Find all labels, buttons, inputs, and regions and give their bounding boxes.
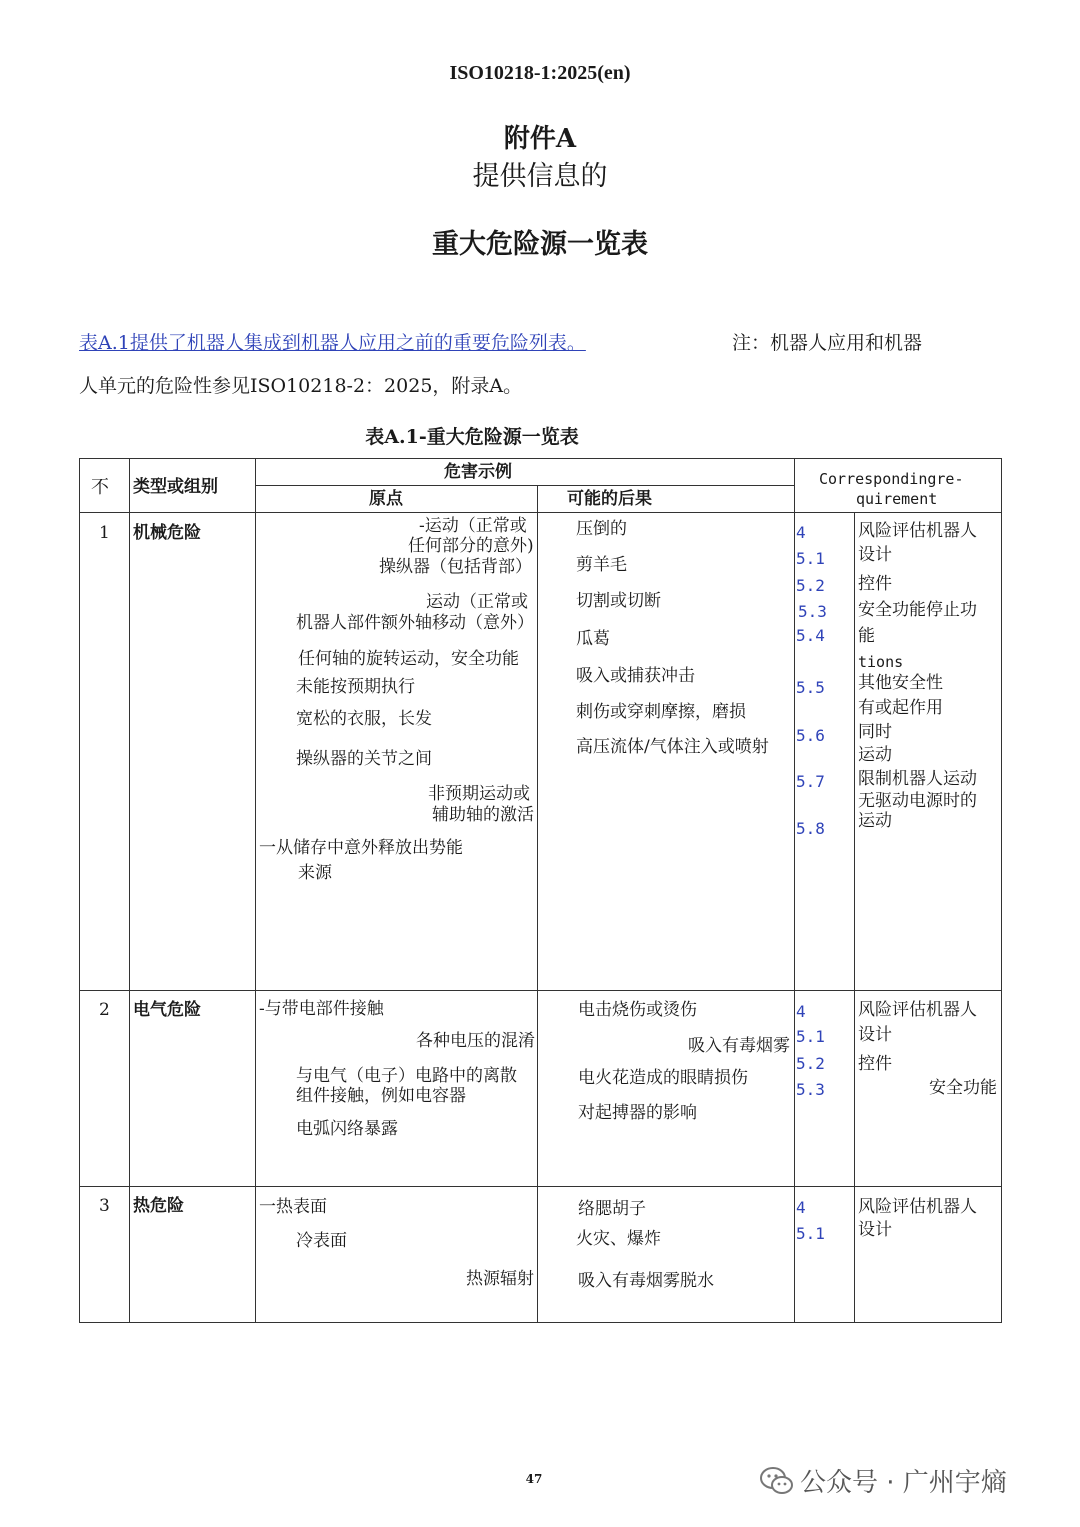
clause-link[interactable]: 5.1 <box>796 1027 825 1046</box>
clause-link[interactable]: 4 <box>796 1002 806 1021</box>
row-requirements: 风险评估机器人 设计 控件 安全功能 <box>855 991 1002 1187</box>
table-row <box>80 1187 1002 1323</box>
document-header: ISO10218-1:2025(en) <box>449 62 631 84</box>
clause-link[interactable]: 5.6 <box>796 726 825 745</box>
row-requirements: 风险评估机器人 设计 控件 安全功能停止功 能 tions 其他安全性 有或起作用 同时 运动 限制机器人运动 无驱动电源时的 运动 <box>855 513 1002 991</box>
row-consequences: 电击烧伤或烫伤 吸入有毒烟雾 电火花造成的眼睛损伤 对起搏器的影响 <box>538 991 795 1187</box>
row-origins: 一热表面 冷表面 热源辐射 <box>256 1187 538 1323</box>
row-clauses <box>795 513 855 991</box>
clause-link[interactable]: 4 <box>796 523 806 542</box>
table-caption: 表A.1-重大危险源一览表 <box>365 426 579 448</box>
clause-link[interactable]: 5.2 <box>796 1054 825 1073</box>
clause-link[interactable]: 5.3 <box>798 602 827 621</box>
header-origin: 原点 <box>256 486 538 513</box>
header-consequence: 可能的后果 <box>538 486 795 513</box>
clause-link[interactable]: 5.8 <box>796 819 825 838</box>
row-clauses <box>795 1187 855 1323</box>
row-no: 1 <box>80 513 130 991</box>
annex-subtitle: 提供信息的 <box>472 161 608 192</box>
row-no: 3 <box>80 1187 130 1323</box>
row-type: 电气危险 <box>130 991 256 1187</box>
watermark-text: 公众号 · 广州宇熵 <box>800 1468 1007 1498</box>
row-type: 热危险 <box>130 1187 256 1323</box>
intro-link[interactable]: 表A.1提供了机器人集成到机器人应用之前的重要危险列表。 <box>79 332 586 354</box>
hazard-table <box>79 458 1002 1323</box>
header-type: 类型或组别 <box>130 459 256 513</box>
clause-link[interactable]: 5.3 <box>796 1080 825 1099</box>
clause-link[interactable]: 5.5 <box>796 678 825 697</box>
row-requirements: 风险评估机器人 设计 <box>855 1187 1002 1323</box>
table-row <box>80 991 1002 1187</box>
row-no: 2 <box>80 991 130 1187</box>
page-number: 47 <box>525 1472 543 1486</box>
header-requirement: Correspondingre- quirement <box>795 459 1002 513</box>
clause-link[interactable]: 5.1 <box>796 1224 825 1243</box>
clause-link[interactable]: 5.4 <box>796 626 825 645</box>
clause-link[interactable]: 5.1 <box>796 549 825 568</box>
row-type: 机械危险 <box>130 513 256 991</box>
intro-note: 注：机器人应用和机器 <box>732 332 923 354</box>
page-title: 重大危险源一览表 <box>432 229 648 260</box>
row-origins: -运动（正常或 任何部分的意外) 操纵器（包括背部） 运动（正常或 机器人部件额外轴移动（意外） 任何轴的旋转运动，安全功能 未能按预期执行 宽松的衣服，长发 操纵器的关节之间 非预期运动或 辅助轴的激活 一从储存中意外释放出势能 来源 <box>256 513 538 991</box>
row-consequences: 压倒的 剪羊毛 切割或切断 瓜葛 吸入或捕获冲击 刺伤或穿刺摩擦，磨损 高压流体/气体注入或喷射 <box>538 513 795 991</box>
row-origins: -与带电部件接触 各种电压的混淆 与电气（电子）电路中的离散 组件接触，例如电容器 电弧闪络暴露 <box>256 991 538 1187</box>
table-row <box>80 513 1002 991</box>
clause-link[interactable]: 4 <box>796 1198 806 1217</box>
header-examples: 危害示例 <box>256 459 795 486</box>
annex-title: 附件A <box>503 124 577 154</box>
clause-link[interactable]: 5.7 <box>796 772 825 791</box>
clause-link[interactable]: 5.2 <box>796 576 825 595</box>
intro-line2: 人单元的危险性参见ISO10218-2：2025，附录A。 <box>79 375 523 397</box>
row-clauses <box>795 991 855 1187</box>
watermark <box>760 1462 1007 1499</box>
wechat-icon <box>760 1466 794 1496</box>
row-consequences: 络腮胡子 火灾、爆炸 吸入有毒烟雾脱水 <box>538 1187 795 1323</box>
header-no: 不 <box>80 459 130 513</box>
